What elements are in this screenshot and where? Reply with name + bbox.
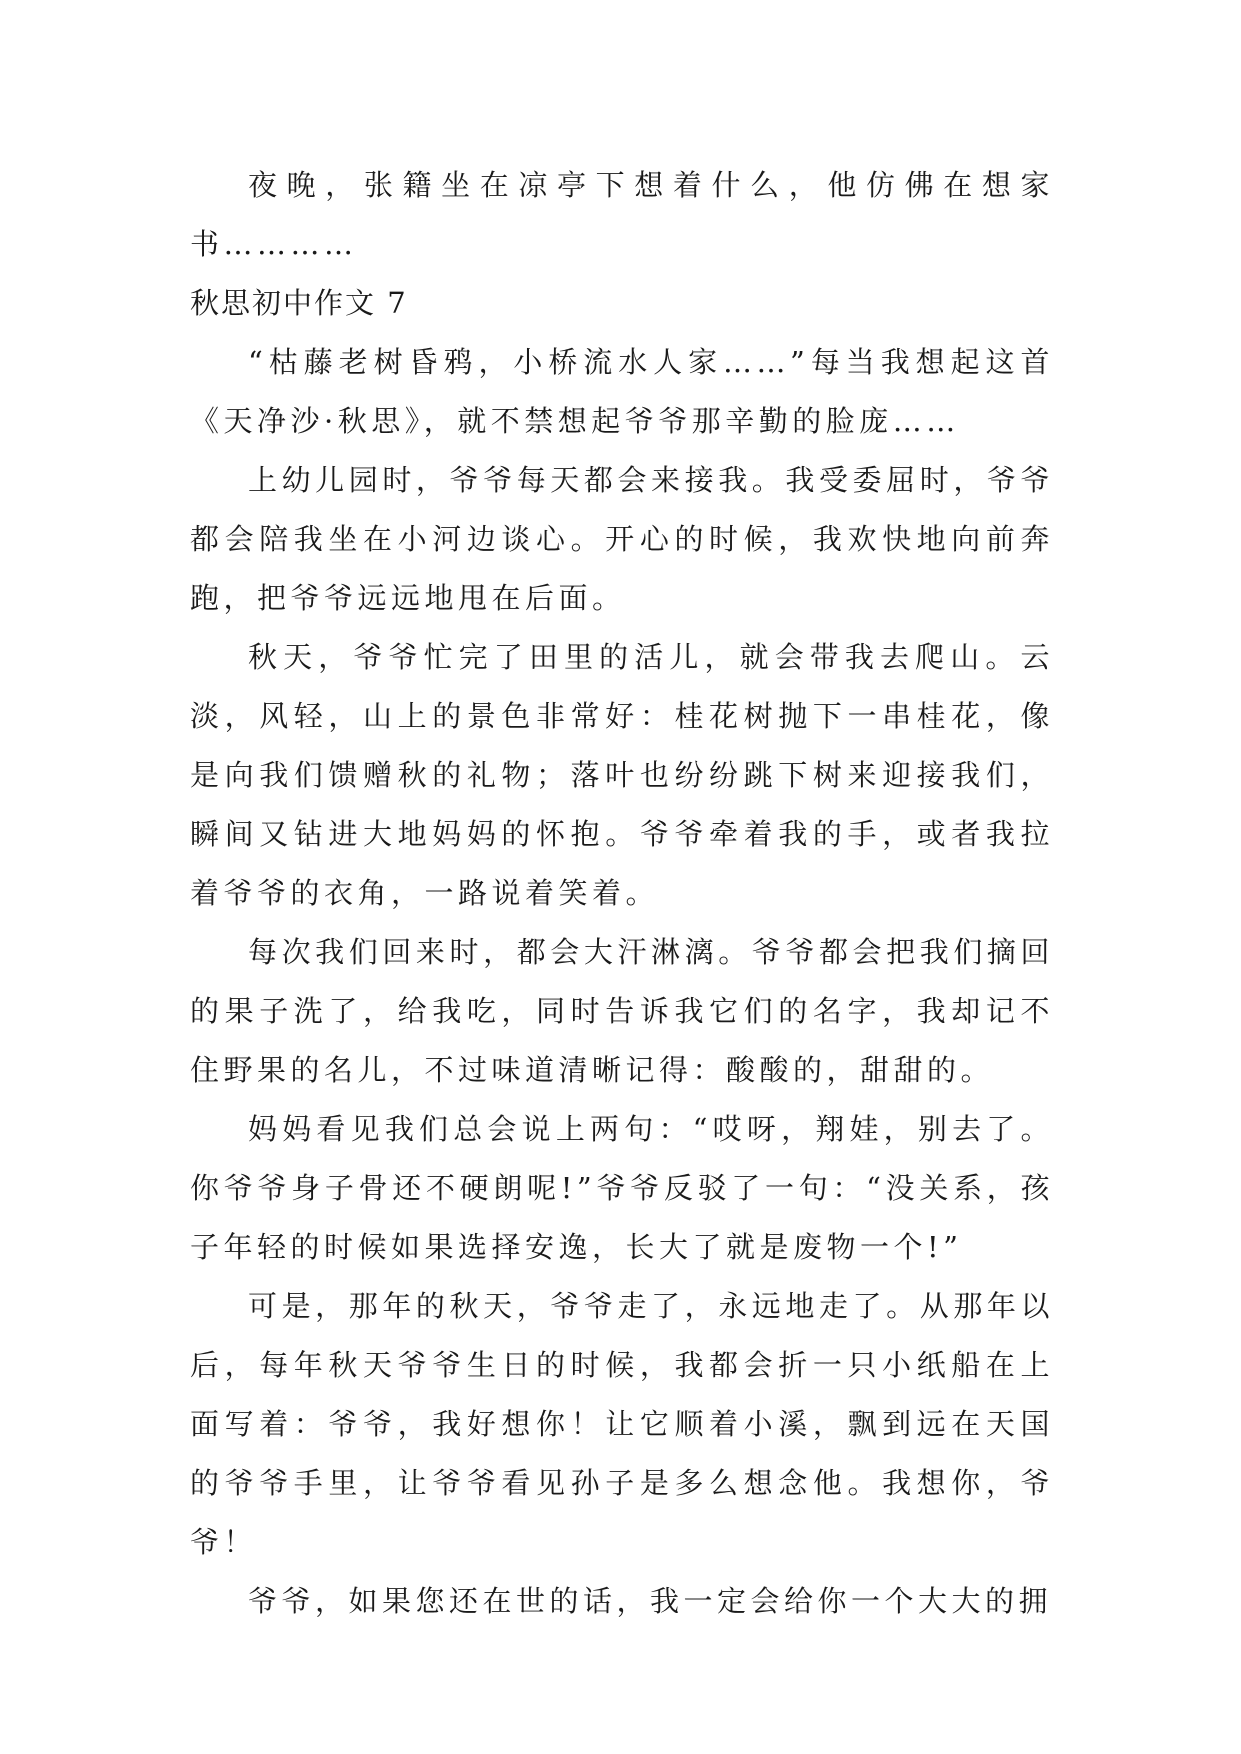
- paragraph: 夜晚，张籍坐在凉亭下想着什么，他仿佛在想家书…………: [190, 168, 1054, 261]
- paragraph: 秋天，爷爷忙完了田里的活儿，就会带我去爬山。云淡，风轻，山上的景色非常好：桂花树抛下一串桂花，像是向我们馈赠秋的礼物；落叶也纷纷跳下树来迎接我们，瞬间又钻进大地妈妈的怀抱。爷爷牵着我的手，或者我拉着爷爷的衣角，一路说着笑着。: [190, 640, 1054, 910]
- paragraph: 每次我们回来时，都会大汗淋漓。爷爷都会把我们摘回的果子洗了，给我吃，同时告诉我它们的名字，我却记不住野果的名儿，不过味道清晰记得：酸酸的，甜甜的。: [190, 935, 1054, 1087]
- paragraph: 可是，那年的秋天，爷爷走了，永远地走了。从那年以后，每年秋天爷爷生日的时候，我都会折一只小纸船在上面写着：爷爷，我好想你！让它顺着小溪，飘到远在天国的爷爷手里，让爷爷看见孙子是多么想念他。我想你，爷爷！: [190, 1289, 1054, 1559]
- paragraph: 爷爷，如果您还在世的话，我一定会给你一个大大的拥: [248, 1584, 1053, 1618]
- section-heading: 秋思初中作文 7: [190, 286, 408, 320]
- document-body: [190, 156, 1054, 1631]
- paragraph: 上幼儿园时，爷爷每天都会来接我。我受委屈时，爷爷都会陪我坐在小河边谈心。开心的时候，我欢快地向前奔跑，把爷爷远远地甩在后面。: [190, 463, 1054, 615]
- paragraph: 妈妈看见我们总会说上两句：“哎呀，翔娃，别去了。你爷爷身子骨还不硬朗呢!”爷爷反驳了一句：“没关系，孩子年轻的时候如果选择安逸，长大了就是废物一个!”: [190, 1112, 1054, 1264]
- paragraph: “枯藤老树昏鸦，小桥流水人家……”每当我想起这首《天净沙·秋思》，就不禁想起爷爷那辛勤的脸庞……: [190, 345, 1054, 438]
